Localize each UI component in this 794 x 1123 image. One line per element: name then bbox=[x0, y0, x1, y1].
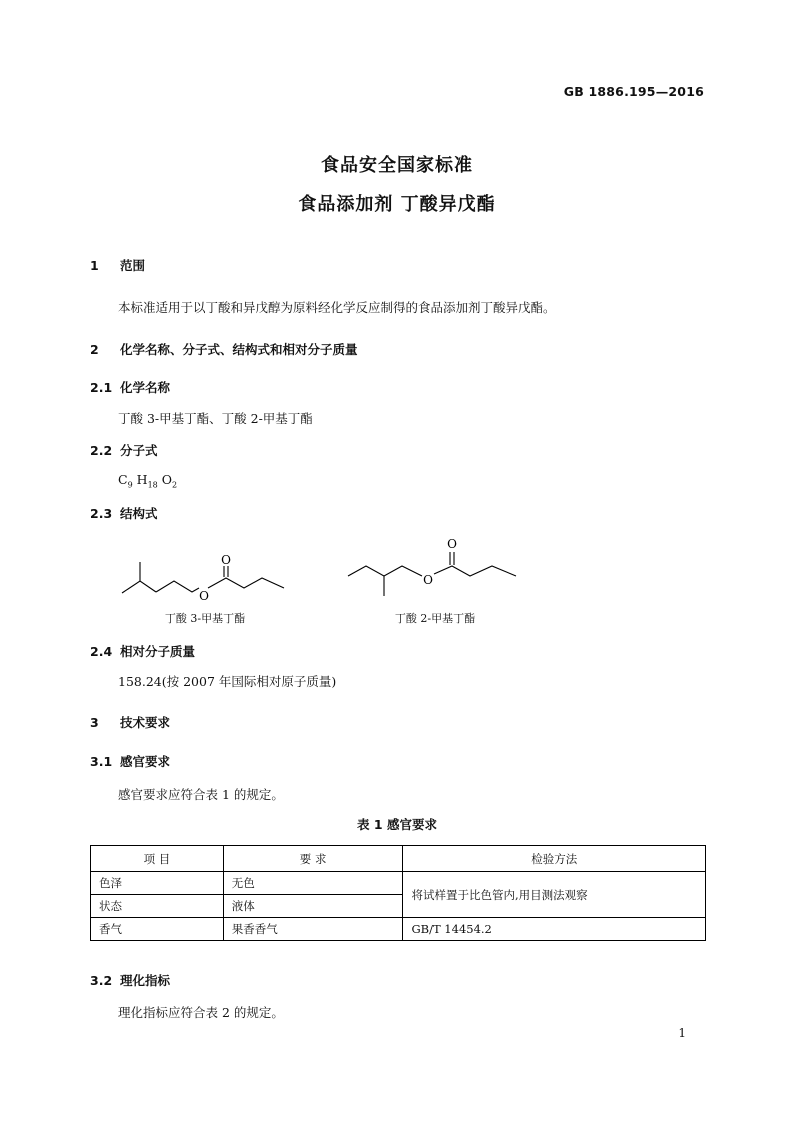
section-title: 相对分子质量 bbox=[120, 644, 196, 659]
section-number: 1 bbox=[90, 258, 99, 273]
table-1-sensory-requirements bbox=[90, 845, 706, 941]
structure-1-label: 丁酸 3-甲基丁酯 bbox=[164, 612, 246, 625]
section-title: 感官要求 bbox=[120, 754, 171, 769]
section-2-2-heading bbox=[90, 441, 158, 459]
table-1-caption: 表 1 感官要求 bbox=[357, 817, 437, 832]
section-title: 分子式 bbox=[120, 443, 158, 458]
table-cell-requirement: 果香香气 bbox=[223, 918, 403, 941]
ester-oxygen-atom: O bbox=[423, 573, 433, 587]
standard-number: GB 1886.195—2016 bbox=[563, 84, 704, 99]
sensory-requirement-text: 感官要求应符合表 1 的规定。 bbox=[118, 787, 284, 802]
section-2-3-heading bbox=[90, 504, 158, 522]
table-row bbox=[91, 872, 706, 895]
table-cell-item: 色泽 bbox=[91, 872, 224, 895]
section-number: 2.4 bbox=[90, 644, 113, 659]
section-title: 理化指标 bbox=[120, 973, 171, 988]
section-title: 化学名称、分子式、结构式和相对分子质量 bbox=[120, 342, 358, 357]
physicochemical-text: 理化指标应符合表 2 的规定。 bbox=[118, 1005, 284, 1020]
section-2-heading bbox=[90, 340, 358, 358]
molecular-formula: $C_9$ $H_{18}$ $O_2$ bbox=[118, 472, 178, 490]
section-title: 范围 bbox=[120, 258, 146, 273]
section-number: 2.3 bbox=[90, 506, 113, 521]
chemical-name-text: 丁酸 3-甲基丁酯、丁酸 2-甲基丁酯 bbox=[118, 411, 313, 426]
table-header-cell: 检验方法 bbox=[403, 846, 706, 872]
page-number: 1 bbox=[678, 1026, 686, 1040]
section-number: 2.2 bbox=[90, 443, 113, 458]
section-3-heading bbox=[90, 713, 170, 731]
section-2-4-heading bbox=[90, 642, 195, 660]
section-3-2-heading bbox=[90, 971, 170, 989]
section-number: 2.1 bbox=[90, 380, 113, 395]
section-number: 3.1 bbox=[90, 754, 113, 769]
table-header-cell: 要 求 bbox=[223, 846, 403, 872]
section-number: 2 bbox=[90, 342, 99, 357]
table-header-row bbox=[91, 846, 706, 872]
ester-oxygen-atom: O bbox=[199, 589, 209, 603]
section-number: 3.2 bbox=[90, 973, 113, 988]
carbonyl-oxygen-atom: O bbox=[447, 537, 457, 551]
table-cell-requirement: 液体 bbox=[223, 895, 403, 918]
section-title: 结构式 bbox=[120, 506, 158, 521]
structure-3-methylbutyl-butyrate bbox=[110, 548, 310, 608]
document-subtitle: 食品添加剂 丁酸异戊酯 bbox=[298, 194, 496, 215]
table-cell-requirement: 无色 bbox=[223, 872, 403, 895]
structure-2-label: 丁酸 2-甲基丁酯 bbox=[394, 612, 476, 625]
table-cell-item: 状态 bbox=[91, 895, 224, 918]
structure-2-methylbutyl-butyrate bbox=[340, 536, 530, 602]
section-number: 3 bbox=[90, 715, 99, 730]
document-title: 食品安全国家标准 bbox=[321, 155, 473, 176]
table-row bbox=[91, 918, 706, 941]
carbonyl-oxygen-atom: O bbox=[221, 553, 231, 567]
section-3-1-heading bbox=[90, 752, 170, 770]
molecular-mass-text: 158.24(按 2007 年国际相对原子质量) bbox=[118, 674, 337, 689]
table-header-cell: 项 目 bbox=[91, 846, 224, 872]
section-1-heading bbox=[90, 256, 145, 274]
table-cell-item: 香气 bbox=[91, 918, 224, 941]
section-title: 化学名称 bbox=[120, 380, 171, 395]
table-cell-method: GB/T 14454.2 bbox=[403, 918, 706, 941]
table-cell-method-merged: 将试样置于比色管内,用目测法观察 bbox=[403, 872, 706, 918]
section-2-1-heading bbox=[90, 378, 170, 396]
section-1-text: 本标准适用于以丁酸和异戊醇为原料经化学反应制得的食品添加剂丁酸异戊酯。 bbox=[118, 300, 556, 315]
section-title: 技术要求 bbox=[120, 715, 171, 730]
